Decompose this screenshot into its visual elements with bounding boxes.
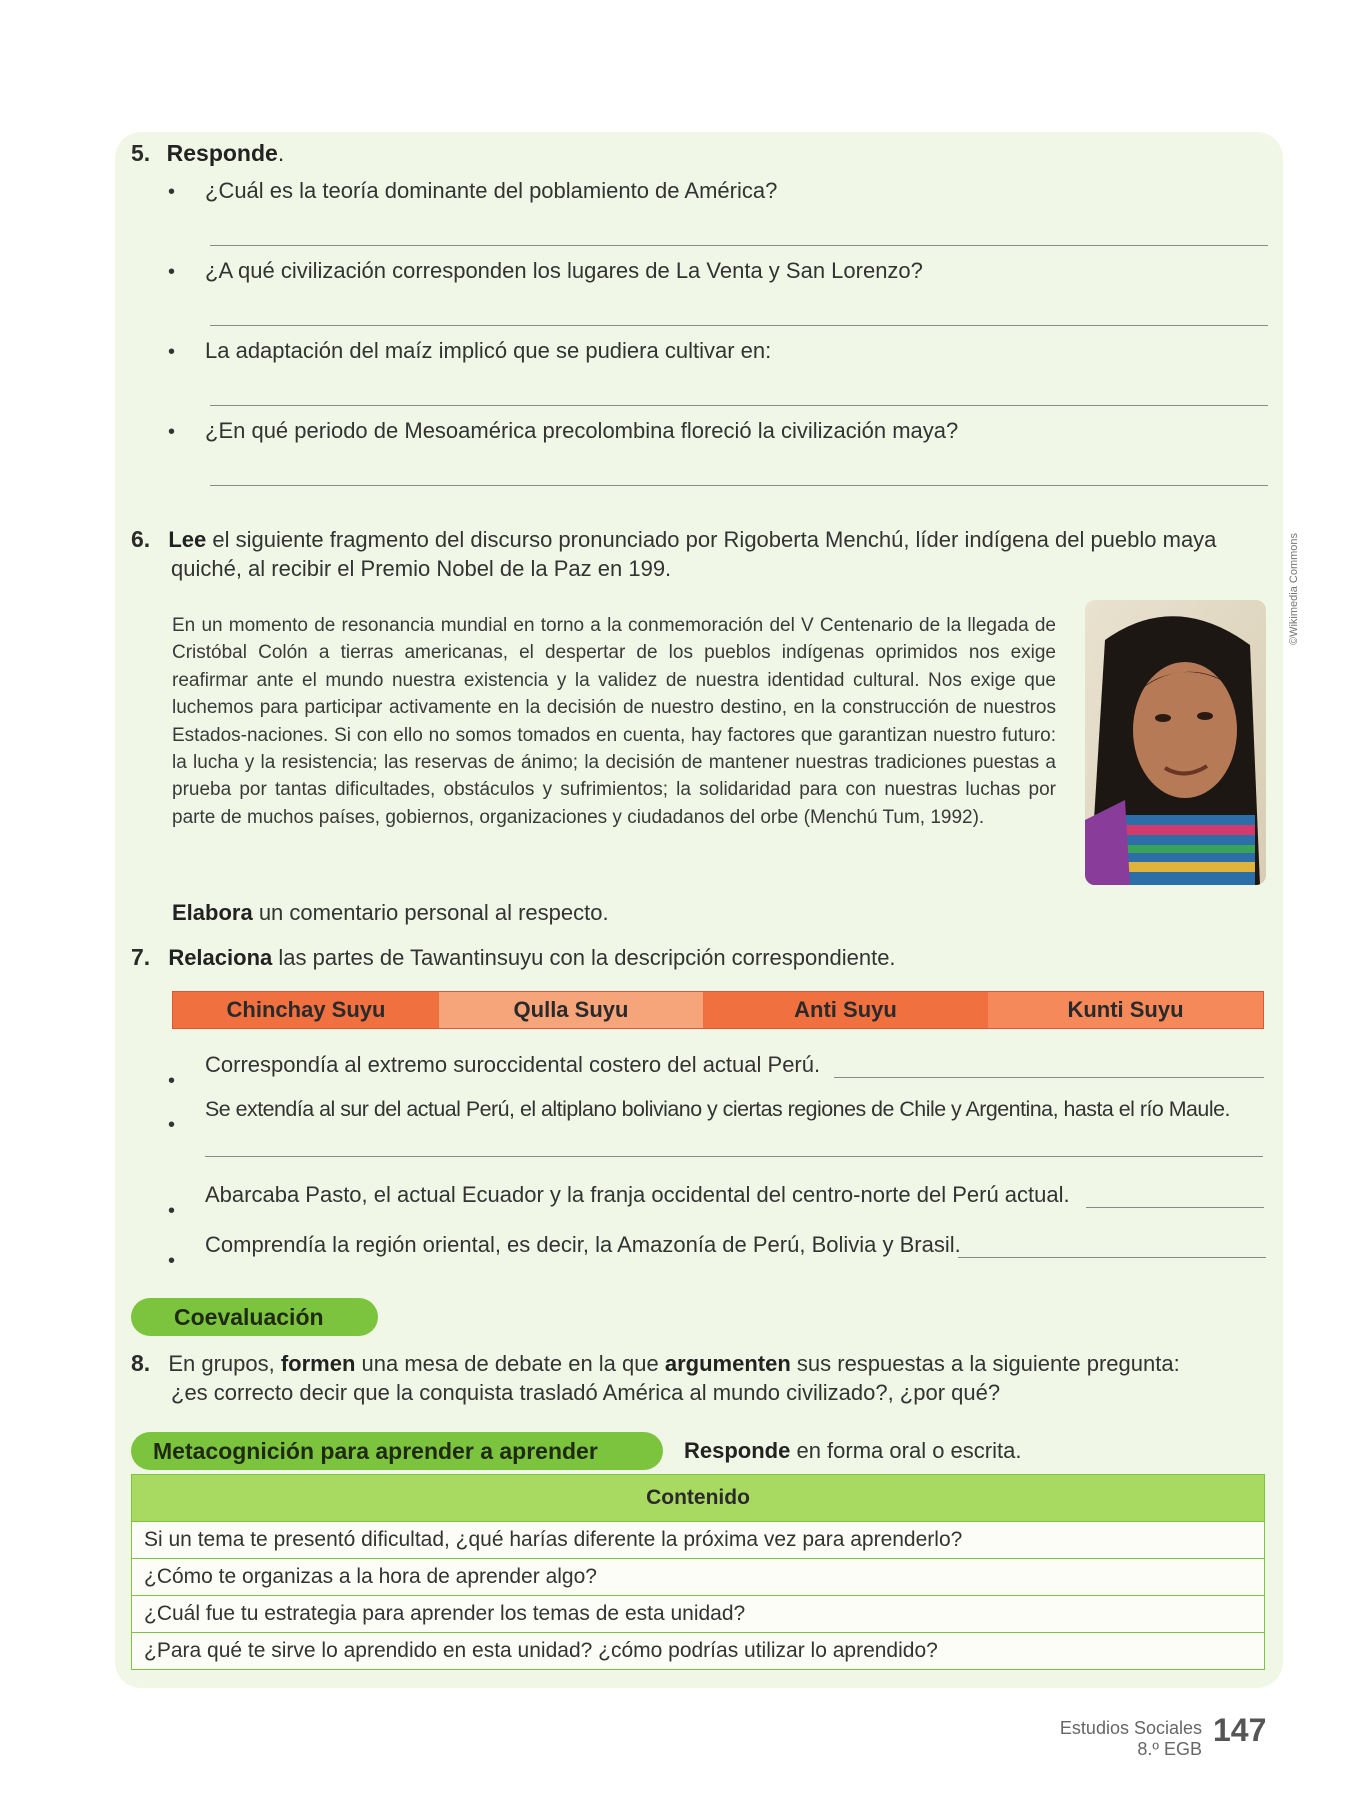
instruction-verb: formen: [280, 1351, 356, 1376]
question-number: 7.: [131, 944, 151, 970]
q6-task: [172, 898, 609, 928]
metacognicion-label: Metacognición para aprender a aprender: [131, 1432, 663, 1470]
answer-line[interactable]: [205, 1156, 1263, 1157]
photo-credit: ©Wikimedia Commons: [1288, 532, 1300, 645]
rigoberta-menchu-photo: [1085, 600, 1266, 885]
question-number: 6.: [131, 526, 151, 552]
instruction-text: en forma oral o escrita.: [790, 1438, 1022, 1463]
q5-bullet-3: La adaptación del maíz implicó que se pudiera cultivar en:: [205, 338, 772, 363]
region-kunti-suyu: Kunti Suyu: [988, 992, 1263, 1028]
q7-bullet-2: Se extendía al sur del actual Perú, el altiplano boliviano y ciertas regiones de Chile y Argentina, hasta el río Maule.: [205, 1097, 1230, 1121]
answer-line[interactable]: [210, 485, 1268, 486]
region-chinchay-suyu: Chinchay Suyu: [173, 992, 439, 1028]
table-row: [132, 1633, 1265, 1670]
prompt-text: el siguiente fragmento del discurso pronunciado por Rigoberta Menchú, líder indígena del pueblo maya: [206, 527, 1217, 552]
instruction-verb: argumenten: [664, 1351, 791, 1376]
bullet-icon: •: [168, 341, 176, 363]
question-6-prompt-line2: quiché, al recibir el Premio Nobel de la Paz en 199.: [171, 556, 672, 581]
metacognition-table: [131, 1474, 1265, 1670]
region-anti-suyu: Anti Suyu: [703, 992, 988, 1028]
table-cell: ¿Cuál fue tu estrategia para aprender los temas de esta unidad?: [132, 1596, 1265, 1633]
prompt-text: sus respuestas a la siguiente pregunta:: [790, 1351, 1180, 1376]
answer-line[interactable]: [958, 1257, 1266, 1258]
prompt-text: En grupos,: [168, 1351, 281, 1376]
table-row: [132, 1559, 1265, 1596]
q7-bullet-3: Abarcaba Pasto, el actual Ecuador y la franja occidental del centro-norte del Perú actual.: [205, 1182, 1070, 1207]
question-6-prompt: [131, 524, 1271, 555]
bullet-icon: •: [168, 181, 176, 203]
region-qulla-suyu: Qulla Suyu: [439, 992, 703, 1028]
footer-subject: Estudios Sociales: [1059, 1718, 1202, 1738]
table-header-row: [132, 1475, 1265, 1522]
tawantinsuyu-regions-table: [172, 991, 1264, 1029]
bullet-icon: •: [168, 261, 176, 283]
answer-line[interactable]: [210, 325, 1268, 326]
table-cell: ¿Para qué te sirve lo aprendido en esta unidad? ¿cómo podrías utilizar lo aprendido?: [132, 1633, 1265, 1670]
answer-line[interactable]: [210, 245, 1268, 246]
prompt-text: una mesa de debate en la que: [355, 1351, 665, 1376]
instruction-verb: Responde: [166, 140, 278, 166]
bullet-icon: •: [168, 421, 176, 443]
table-row: [132, 1596, 1265, 1633]
question-5-heading: [131, 140, 284, 167]
q7-bullet-4: Comprendía la región oriental, es decir, la Amazonía de Perú, Bolivia y Brasil.: [205, 1232, 961, 1257]
table-header-contenido: Contenido: [132, 1475, 1265, 1522]
answer-line[interactable]: [834, 1077, 1264, 1078]
question-8-prompt-line2: ¿es correcto decir que la conquista trasladó América al mundo civilizado?, ¿por qué?: [171, 1380, 1001, 1405]
answer-line[interactable]: [210, 405, 1268, 406]
question-8-prompt: [131, 1348, 1180, 1379]
prompt-text: las partes de Tawantinsuyu con la descripción correspondiente.: [272, 945, 896, 970]
table-cell: Si un tema te presentó dificultad, ¿qué harías diferente la próxima vez para aprenderlo?: [132, 1522, 1265, 1559]
coevaluacion-label: Coevaluación: [131, 1298, 378, 1336]
table-row: [132, 1522, 1265, 1559]
instruction-verb: Elabora: [172, 900, 253, 925]
question-number: 5.: [131, 140, 151, 166]
bullet-icon: •: [168, 1250, 176, 1272]
table-cell: ¿Cómo te organizas a la hora de aprender algo?: [132, 1559, 1265, 1596]
bullet-icon: •: [168, 1200, 176, 1222]
instruction-verb: Responde: [684, 1438, 791, 1463]
menchu-quote: En un momento de resonancia mundial en torno a la conmemoración del V Centenario de la llegada de Cristóbal Colón a tierras americanas, el despertar de los pueblos indígenas oprimidos nos exige reafirmar ante el mundo nuestra existencia y la validez de nuestra identidad cultural. Nos exige que luchemos para participar activamente en la decisión de nuestro destino, en la construcción de nuestros Estados-naciones. Si con ello no somos tomados en cuenta, hay factores que garantizan nuestro futuro: la lucha y la resistencia; las reservas de ánimo; la decisión de mantener nuestras tradiciones puestas a prueba por tantas dificultades, obstáculos y sufrimientos; la solidaridad para con nuestras luchas por parte de muchos países, gobiernos, organizaciones y ciudadanos del orbe (Menchú Tum, 1992).: [172, 615, 1056, 828]
metacognicion-instruction: [684, 1436, 1021, 1466]
answer-line[interactable]: [1086, 1207, 1264, 1208]
question-number: 8.: [131, 1350, 151, 1376]
period: .: [277, 140, 285, 166]
q5-bullet-1: ¿Cuál es la teoría dominante del poblamiento de América?: [205, 178, 778, 203]
q5-bullet-2: ¿A qué civilización corresponden los lugares de La Venta y San Lorenzo?: [205, 258, 923, 283]
bullet-icon: •: [168, 1070, 176, 1092]
q5-bullet-4: ¿En qué periodo de Mesoamérica precolombina floreció la civilización maya?: [205, 418, 959, 443]
instruction-verb: Relaciona: [168, 945, 273, 970]
footer-grade: 8.º EGB: [1137, 1739, 1202, 1759]
instruction-verb: Lee: [168, 527, 207, 552]
page-number: 147: [1213, 1712, 1267, 1748]
task-text: un comentario personal al respecto.: [252, 900, 609, 925]
question-7-prompt: [131, 942, 896, 973]
bullet-icon: •: [168, 1114, 176, 1136]
q7-bullet-1: Correspondía al extremo suroccidental costero del actual Perú.: [205, 1052, 821, 1077]
